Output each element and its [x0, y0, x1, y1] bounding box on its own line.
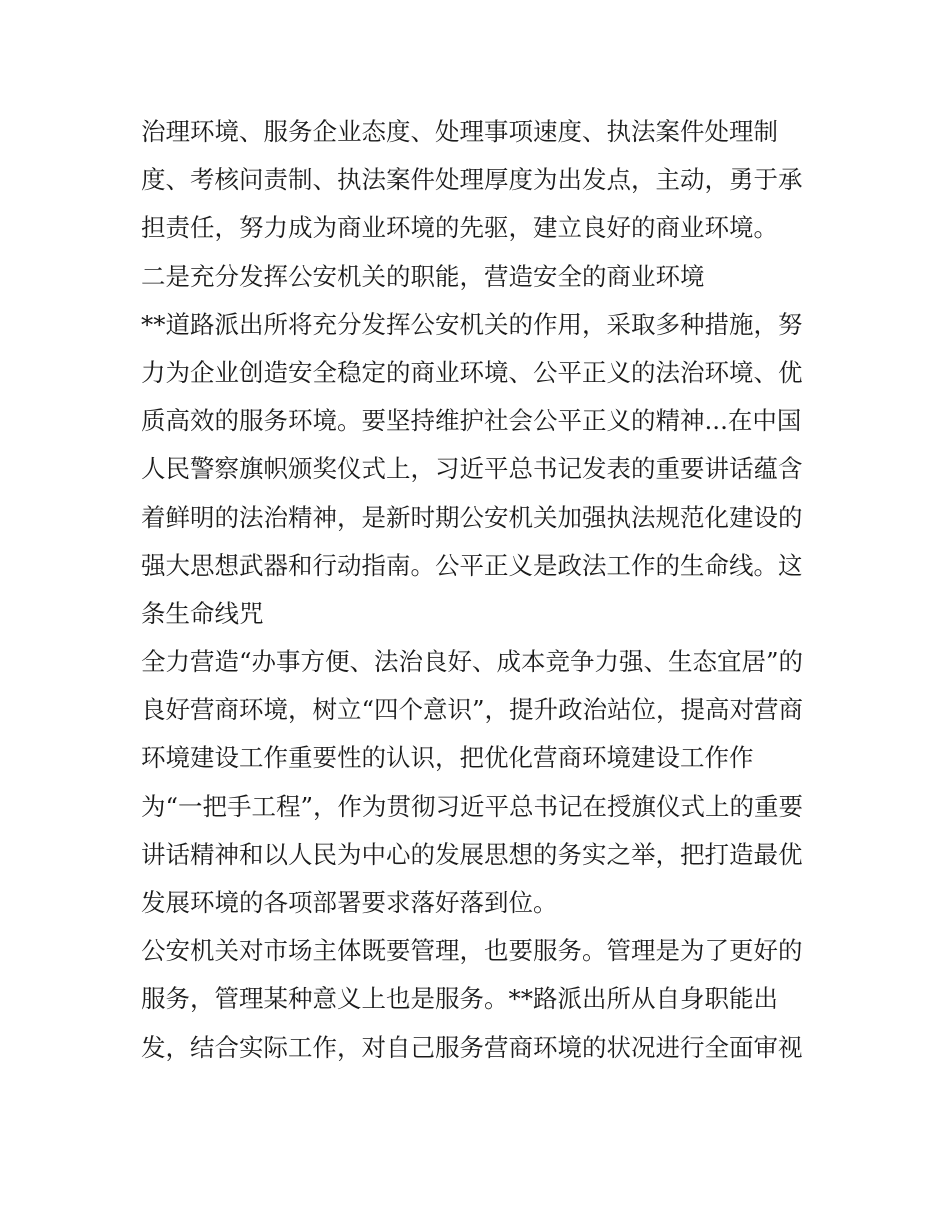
text-line: 力为企业创造安全稳定的商业环境、公平正义的法治环境、优	[141, 357, 803, 387]
document-body	[141, 108, 821, 1072]
text-line: 讲话精神和以人民为中心的发展思想的务实之举，把打造最优	[141, 839, 803, 869]
text-line: 治理环境、服务企业态度、处理事项速度、执法案件处理制	[141, 117, 778, 146]
text-line: 全力营造“办事方便、法治良好、成本竞争力强、生态宜居”的	[141, 647, 804, 677]
text-line: 发，结合实际工作，对自己服务营商环境的状况进行全面审视	[141, 1032, 803, 1062]
text-line: 条生命线咒	[141, 598, 264, 628]
text-line: 服务，管理某种意义上也是服务。**路派出所从自身职能出	[141, 984, 778, 1014]
text-line: 着鲜明的法治精神，是新时期公安机关加强执法规范化建设的	[141, 502, 803, 532]
text-line: 人民警察旗帜颁奖仪式上，习近平总书记发表的重要讲话蕴含	[141, 454, 803, 484]
text-line: 质高效的服务环境。要坚持维护社会公平正义的精神...在中国	[141, 406, 802, 436]
text-line: 良好营商环境，树立“四个意识”，提升政治站位，提高对营商	[141, 695, 804, 725]
text-line: 发展环境的各项部署要求落好落到位。	[141, 888, 558, 917]
text-line: 强大思想武器和行动指南。公平正义是政法工作的生命线。这	[141, 550, 803, 580]
text-line: 为“一把手工程”，作为贯彻习近平总书记在授旗仪式上的重要	[141, 791, 804, 821]
text-line: 度、考核问责制、执法案件处理厚度为出发点，主动，勇于承	[141, 165, 803, 195]
text-line: 担责任，努力成为商业环境的先驱，建立良好的商业环境。	[141, 213, 778, 243]
text-line: 环境建设工作重要性的认识，把优化营商环境建设工作作	[141, 743, 754, 773]
text-line: **道路派出所将充分发挥公安机关的作用，采取多种措施，努	[141, 309, 803, 339]
text-line: 公安机关对市场主体既要管理，也要服务。管理是为了更好的	[141, 936, 803, 966]
section-heading: 二是充分发挥公安机关的职能，营造安全的商业环境	[141, 261, 705, 291]
